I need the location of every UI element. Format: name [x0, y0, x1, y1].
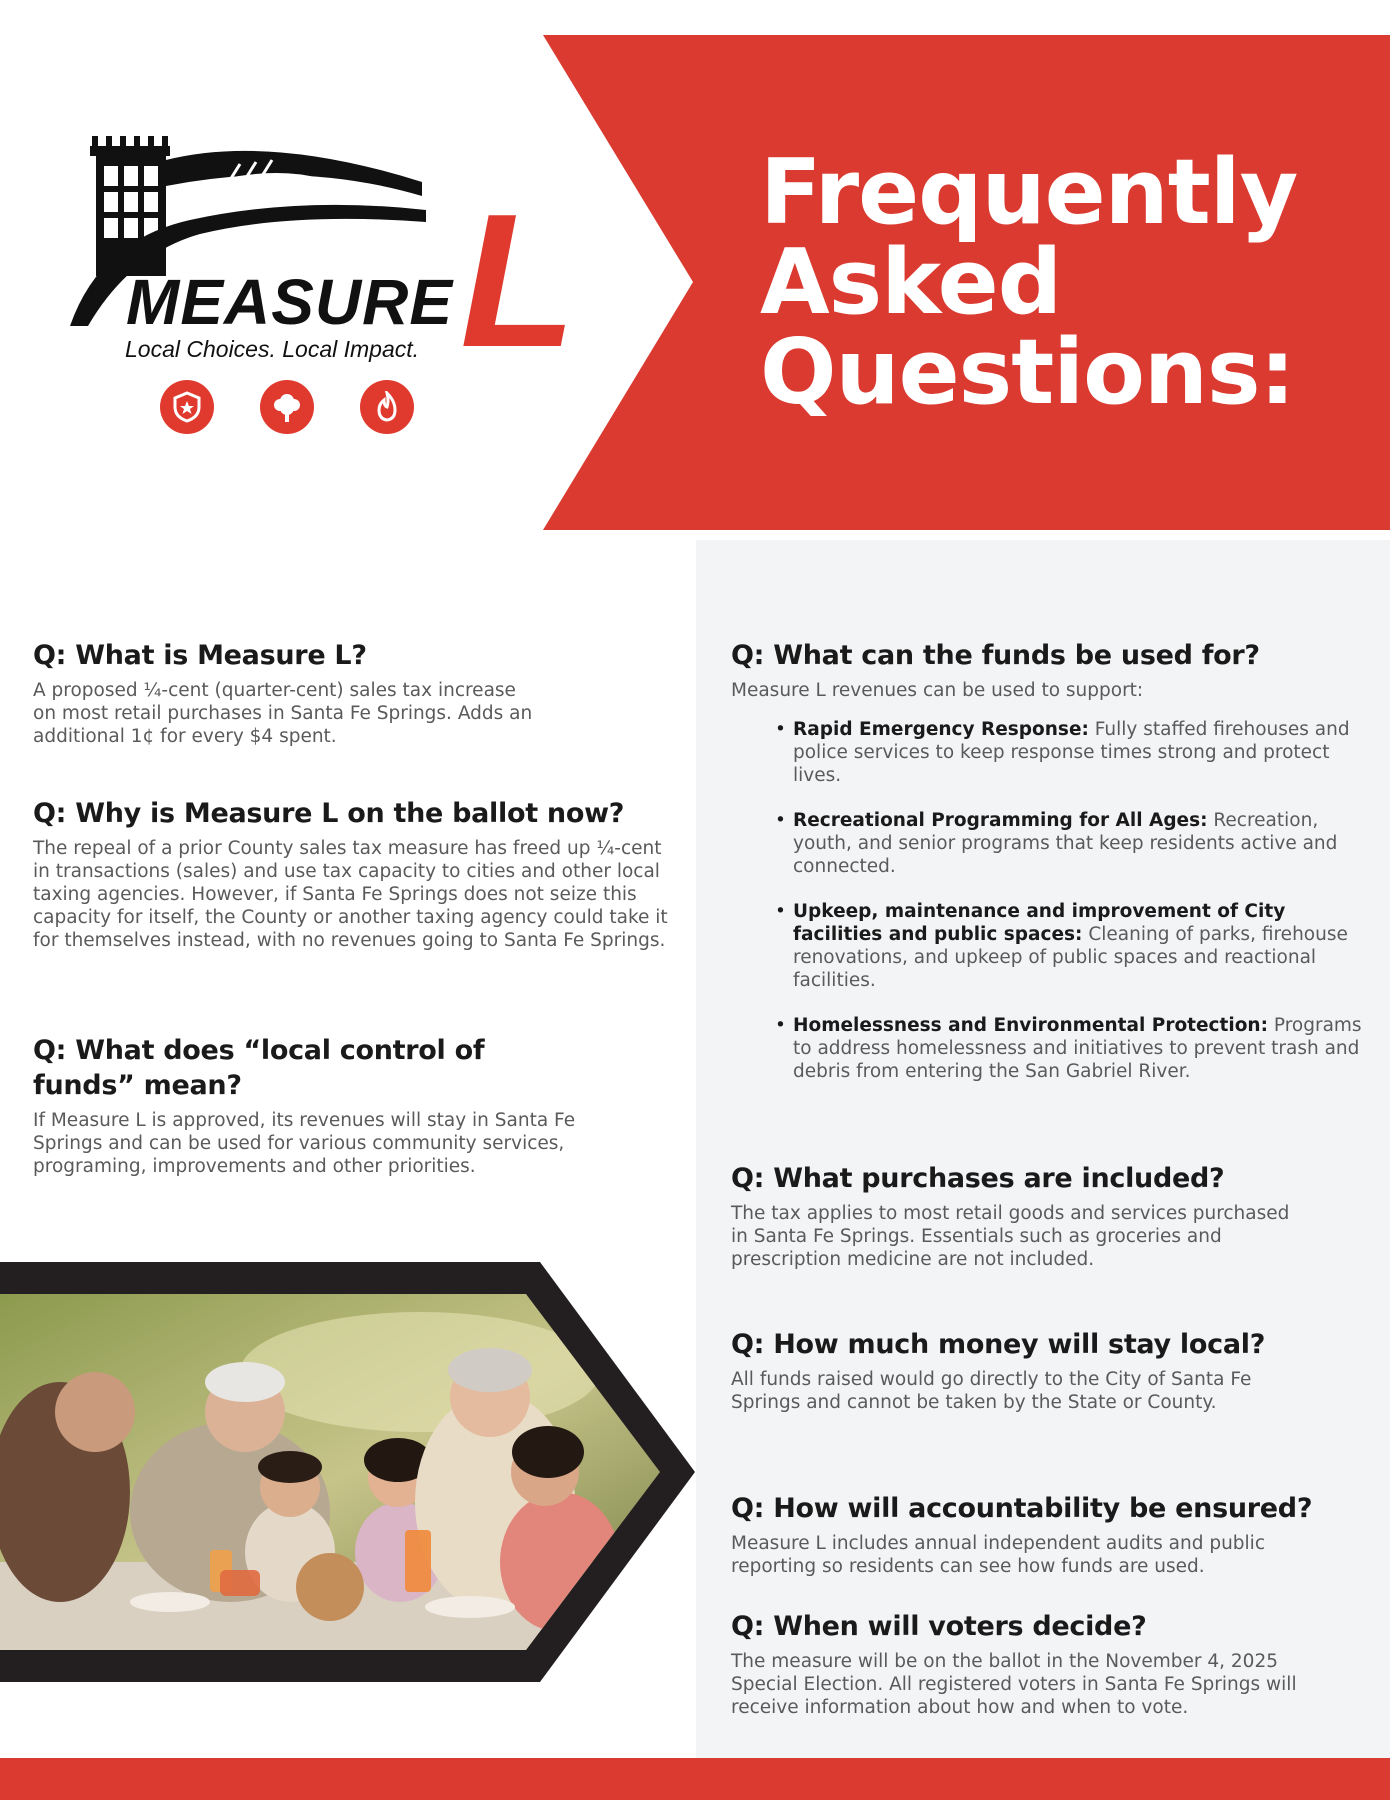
question-heading: Q: How much money will stay local? — [731, 1329, 1266, 1360]
family-photo — [0, 1262, 700, 1682]
answer-text: Measure L includes annual independent audits and public reporting so residents can see how funds are used. — [731, 1533, 1265, 1577]
question-heading: Q: Why is Measure L on the ballot now? — [33, 798, 625, 829]
faq-why-on-ballot — [33, 796, 673, 952]
page-title — [760, 140, 1360, 425]
title-line-1: Frequently — [760, 140, 1298, 245]
list-item — [775, 1014, 1371, 1083]
bullet-text: Fully staffed firehouses and police services to keep response times strong and protect lives. — [793, 719, 1350, 786]
question-heading: Q: What purchases are included? — [731, 1163, 1225, 1194]
answer-text: The repeal of a prior County sales tax measure has freed up ¼-cent in transactions (sales) and use tax capacity to cities and other local taxing agencies. However, if Santa Fe Springs does not seize this capacity for itself, the County or another taxing agency could take it for themselves instead, with no revenues going to Santa Fe Springs. — [33, 838, 668, 951]
question-heading: Q: How will accountability be ensured? — [731, 1493, 1313, 1524]
question-heading: Q: What is Measure L? — [33, 640, 367, 671]
answer-text: A proposed ¼-cent (quarter-cent) sales tax increase on most retail purchases in Santa Fe Springs. Adds an additional 1¢ for every $4 spent. — [33, 680, 533, 747]
logo-tagline: Local Choices. Local Impact. — [125, 336, 420, 362]
tree-icon — [260, 380, 314, 434]
bullet-text: Cleaning of parks, firehouse renovations, and upkeep of public spaces and reactional facilities. — [793, 924, 1348, 991]
police-badge-icon — [160, 380, 214, 434]
faq-what-is-measure-l — [33, 638, 673, 748]
title-line-2: Asked — [760, 230, 1062, 335]
funds-bullet-list — [731, 718, 1371, 1083]
list-item — [775, 718, 1371, 787]
list-item — [775, 900, 1371, 992]
bullet-title: Recreational Programming for All Ages: — [793, 810, 1208, 831]
faq-money-local — [731, 1327, 1331, 1414]
faq-purchases-included — [731, 1161, 1331, 1271]
bullet-title: Upkeep, maintenance and improvement of City facilities and public spaces: — [793, 901, 1286, 945]
question-heading: Q: When will voters decide? — [731, 1611, 1147, 1642]
title-line-3: Questions: — [760, 320, 1295, 425]
bullet-title: Homelessness and Environmental Protection: — [793, 1015, 1268, 1036]
faq-accountability — [731, 1491, 1371, 1578]
answer-intro: Measure L revenues can be used to support: — [731, 680, 1144, 701]
faq-local-control — [33, 1033, 576, 1178]
answer-text: The measure will be on the ballot in the November 4, 2025 Special Election. All registered voters in Santa Fe Springs will receive information about how and when to vote. — [731, 1651, 1297, 1718]
logo-letter: L — [460, 175, 577, 387]
question-heading: Q: What does “local control of funds” mean? — [33, 1035, 485, 1101]
answer-text: The tax applies to most retail goods and services purchased in Santa Fe Springs. Essentials such as groceries and prescription medicine are not included. — [731, 1203, 1290, 1270]
answer-text: If Measure L is approved, its revenues will stay in Santa Fe Springs and can be used for various community services, programing, improvements and other priorities. — [33, 1110, 576, 1177]
family-photo-frame — [0, 1262, 700, 1682]
faq-funds-use — [731, 638, 1371, 1105]
question-heading: Q: What can the funds be used for? — [731, 640, 1260, 671]
bullet-title: Rapid Emergency Response: — [793, 719, 1089, 740]
answer-text: All funds raised would go directly to the City of Santa Fe Springs and cannot be taken by the State or County. — [731, 1369, 1252, 1413]
footer-bar — [0, 1758, 1390, 1800]
logo-wordmark: MEASURE — [126, 266, 454, 338]
bullet-text: Recreation, youth, and senior programs that keep residents active and connected. — [793, 810, 1338, 877]
measure-l-logo — [70, 130, 590, 440]
bullet-text: Programs to address homelessness and initiatives to prevent trash and debris from entering the San Gabriel River. — [793, 1015, 1362, 1082]
list-item — [775, 809, 1371, 878]
faq-voters-decide — [731, 1609, 1351, 1719]
fire-icon — [360, 380, 414, 434]
